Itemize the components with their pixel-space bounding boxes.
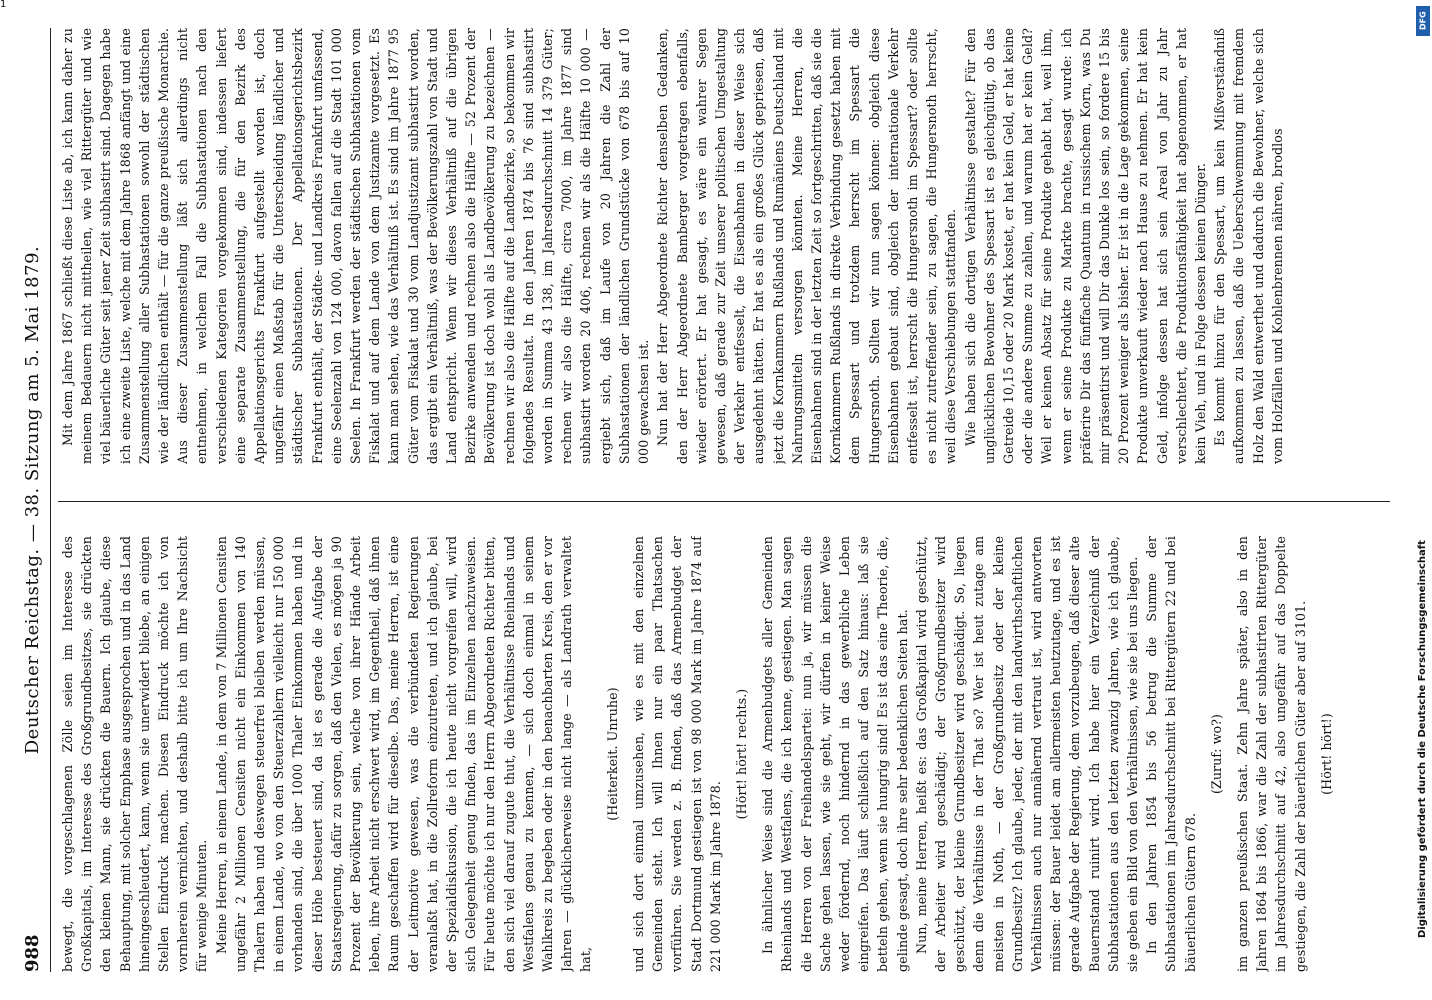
interjection: (Heiterkeit. Unruhe): [604, 687, 620, 821]
right-column: [58, 28, 1390, 464]
paragraph: im ganzen preußischen Staat. Zehn Jahre später, also in den Jahren 1864 bis 1866, war die Zahl der subhastirten Rittergüter im Jahresdurchschnitt auf 42, also ungefähr auf das Doppelte gestiegen, die Zahl der bäuerlichen Güter aber auf 3101.: [1234, 536, 1308, 972]
page-number: 988: [22, 934, 43, 972]
paragraph: bewegt, die vorgeschlagenen Zölle seien im Interesse des Großkapitals, im Interesse des Großgrundbesitzes, sie drückten den kleinen Mann, sie drückten die Bauern. Ich glaube, diese Behauptung, mit solcher Emphase ausgesprochen und in das Land hineingeschleudert, kann, wenn sie unerwidert bliebe, an einigen Stellen Eindruck machen. Diesen Eindruck möchte ich von vornherein vernichten, und deshalb bitte ich um Ihre Nachsicht für wenige Minuten.: [60, 536, 210, 972]
interjection: (Hört! hört! rechts.): [733, 688, 749, 820]
text-columns: [58, 28, 1390, 972]
paragraph: Meine Herren, in einem Lande, in dem von 7 Millionen Censiten ungefähr 2 Millionen Censiten nicht ein Einkommen von 140 Thalern haben und deswegen steuerfrei bleiben werden müssen, in einem Lande, wo von den Steuerzahlern vielleicht nur 150 000 vorhanden sind, die über 1000 Thaler Einkommen haben und in dieser Höhe besteuert sind, da ist es gerade die Aufgabe der Staatsregierung, dafür zu sorgen, daß den Vielen, es mögen ja 90 Prozent der Bevölkerung sein, welche von ihrer Hände Arbeit leben, ihre Arbeit nicht erschwert wird, im Gegentheil, daß ihnen Raum geschaffen wird für dieselbe. Das, meine Herren, ist eine der Leitmotive gewesen, was die verbündeten Regierungen veranlaßt hat, in die Zollreform einzutreten, und ich glaube, bei der Spezialdiskussion, die ich heute nicht vorgreifen will, wird sich Gelegenheit genug finden, das im Einzelnen nachzuweisen. Für heute möchte ich nur den Herrn Abgeordneten Richter bitten, den sich viel darauf zugute thut, die Verhältnisse Rheinlands und Westfalens genau zu kennen, — sich doch einmal in seinem Wahlkreis zu begeben oder in den benachbarten Kreis, den er vor Jahren — glücklicherweise nicht lange — als Landrath verwaltet hat,: [213, 536, 594, 972]
paragraph: Es kommt hinzu für den Spessart, um kein Mißverständniß aufkommen zu lassen, daß die Ueberschwemmung mit fremdem Holz den Wald entwerthet und dadurch die Bewohner, welche sich vom Holzfällen und Kohlenbrennen nähren, brodlos: [1212, 28, 1285, 464]
digitization-note-text: Digitalisierung gefördert durch die Deutsche Forschungsgemeinschaft: [1417, 540, 1428, 938]
page-title: Deutscher Reichstag. — 38. Sitzung am 5. Mai 1879.: [22, 245, 43, 755]
dfg-logo: DFG: [1416, 6, 1430, 36]
column-divider: [58, 501, 1390, 502]
paragraph: In den Jahren 1854 bis 56 betrug die Summe der Subhastationen im Jahresdurchschnitt bei Rittergütern 22 und bei bäuerlichen Gütern 678.: [1144, 536, 1198, 972]
paragraph: Mit dem Jahre 1867 schließt diese Liste ab, ich kann daher zu meinem Bedauern nicht mittheilen, wie viel Rittergüter und wie viel bäuerliche Güter seit jener Zeit subhastirt sind. Dagegen habe ich eine zweite Liste, welche mit dem Jahre 1868 anfängt und eine Zusammenstellung aller Subhastationen sowohl der städtischen wie der ländlichen enthält — für die ganze preußische Monarchie. Aus dieser Zusammenstellung läßt sich allerdings nicht entnehmen, in welchem Fall die Subhastationen nach den verschiedenen Kategorien vorgekommen sind, indessen liefert eine separate Zusammenstellung, die für den Bezirk des Appellationsgerichts Frankfurt aufgestellt worden ist, doch ungefähr einen Maßstab für die Unterscheidung ländlicher und städtischer Subhastationen. Der Appellationsgerichtsbezirk Frankfurt enthält, der Städte- und Landkreis Frankfurt umfassend, eine Seelenzahl von 124 000, davon fallen auf die Stadt 101 000 Seelen. In Frankfurt werden der städtischen Subhastationen vom Fiskalat und auf dem Lande von dem Justizamte vorgesetzt. Es kann man sehen, wie das Verhältniß ist. Es sind im Jahre 1877 95 Güter vom Fiskalat und 30 vom Landjustizamt subhastirt worden, das ergibt ein Verhältniß, was der Bevölkerungszahl von Stadt und Land entspricht. Wenn wir dieses Verhältniß auf die übrigen Bezirke anwenden und rechnen also die Hälfte — 52 Prozent der Bevölkerung ist doch wohl als Landbevölkerung zu bezeichnen — rechnen wir also die Hälfte auf die Landbezirke, so bekommen wir folgendes Resultat. In den Jahren 1874 bis 76 sind subhastirt worden in Summa 43 138, im Jahresdurchschnitt 14 379 Güter; rechnen wir also die Hälfte, circa 7000, im Jahre 1877 sind subhastirt worden 20 406, rechnen wir als die Hälfte 10 000 — ergiebt sich, daß im Laufe von 20 Jahren die Zahl der Subhastationen der ländlichen Grundstücke von 678 bis auf 10 000 gewachsen ist.: [60, 28, 652, 464]
page-header: [18, 28, 51, 972]
digitization-note: [1416, 6, 1430, 994]
corner-mark: 1: [0, 0, 7, 10]
left-column: [58, 536, 1390, 972]
paragraph: und sich dort einmal umzusehen, wie es mit den einzelnen Gemeinden steht. Ich will Ihnen nur ein paar Thatsachen vorführen. Sie werden z. B. finden, daß das Armenbudget der Stadt Dortmund gestiegen ist von 98 000 Mark im Jahre 1874 auf 221 000 Mark im Jahre 1878.: [630, 536, 723, 972]
paragraph: In ähnlicher Weise sind die Armenbudgets aller Gemeinden Rheinlands und Westfalens, die ich kenne, gestiegen. Man sagen die Herren von der Freihandelspartei: nun ja, wir müssen die Sache gehen lassen, wie sie geht, wir dürfen in keiner Weise weder fördernd, noch hindernd in das gewerbliche Leben eingreifen. Das läuft schließlich auf den Satz hinaus: laß sie betteln gehen, wenn sie hungrig sind! Es ist das eine Theorie, die, gelinde gesagt, doch ihre sehr bedenklichen Seiten hat.: [760, 536, 910, 972]
interjection: (Zuruf: wo?): [1208, 713, 1224, 795]
paragraph: Nun, meine Herren, heißt es: das Großkapital wird geschützt, der Arbeiter wird geschädigt; der Großgrundbesitzer wird geschützt, der kleine Grundbesitzer wird geschädigt. So, liegen denn die Verhältnisse in der That so? Wer ist heut zutage am meisten in Noth, — der Großgrundbesitz oder der kleine Grundbesitz? Ich glaube, jeder, der mit den landwirthschaftlichen Verhältnissen auch nur annähernd vertraut ist, wird antworten müssen: der Bauer leidet am allermeisten heutzutage, und es ist gerade Aufgabe der Regierung, dem vorzubeugen, daß dieser alte Bauernstand ruinirt wird. Ich habe hier ein Verzeichniß der Subhastationen aus den letzten zwanzig Jahren, wie ich glaube, sie geben ein Bild von den Verhältnissen, wie sie bei uns liegen.: [913, 536, 1140, 972]
paragraph: Nun hat der Herr Abgeordnete Richter denselben Gedanken, den der Herr Abgeordnete Bamberger vorgetragen ebenfalls, wieder erörtert. Er hat gesagt, es wäre ein wahrer Segen gewesen, daß gerade zur Zeit unserer politischen Umgestaltung der Verkehr entfesselt, die Eisenbahnen in dieser Weise sich ausgedehnt hätten. Er hat es als ein großes Glück gepriesen, daß jetzt die Kornkammern Rußlands und Rumäniens Deutschland mit Nahrungsmitteln versorgen könnten. Meine Herren, die Eisenbahnen sind in der letzten Zeit so fortgeschritten, daß sie die Kornkammern Rußlands in direkte Verbindung gesetzt haben mit dem Spessart und trotzdem herrscht im Spessart die Hungersnoth. Sollten wir nun sagen können: obgleich diese Eisenbahnen gebaut sind, obgleich der internationale Verkehr entfesselt ist, herrscht die Hungersnoth im Spessart? oder sollte es nicht zutreffender sein, zu sagen, die Hungersnoth herrscht, weil diese Verschiebungen stattfanden.: [655, 28, 959, 464]
interjection: (Hört! hört!): [1318, 713, 1334, 795]
paragraph: Wie haben sich die dortigen Verhältnisse gestaltet? Für den unglücklichen Bewohner des Spessart ist es gleichgültig, ob das Getreide 10,15 oder 20 Mark kostet, er hat kein Geld, er hat keine oder die andere Summe zu zahlen, und warum hat er kein Geld? Weil er keinen Absatz für seine Produkte gehabt hat, weil ihm, wenn er seine Produkte zu Markte brachte, gesagt wurde: ich präferire Dir das fünffache Quantum in russischem Korn, was Du mir präsentirst und will Dir das Dunkle los sein, so fordere 15 bis 20 Prozent weniger als bisher. Er ist in die Lage gekommen, seine Produkte unverkauft wieder nach Hause zu nehmen. Er hat kein Geld, infolge dessen hat sich sein Areal von Jahr zu Jahr verschlechtert, die Produktionsfähigkeit hat abgenommen, er hat kein Vieh, und in Folge dessen keinen Dünger.: [962, 28, 1208, 464]
